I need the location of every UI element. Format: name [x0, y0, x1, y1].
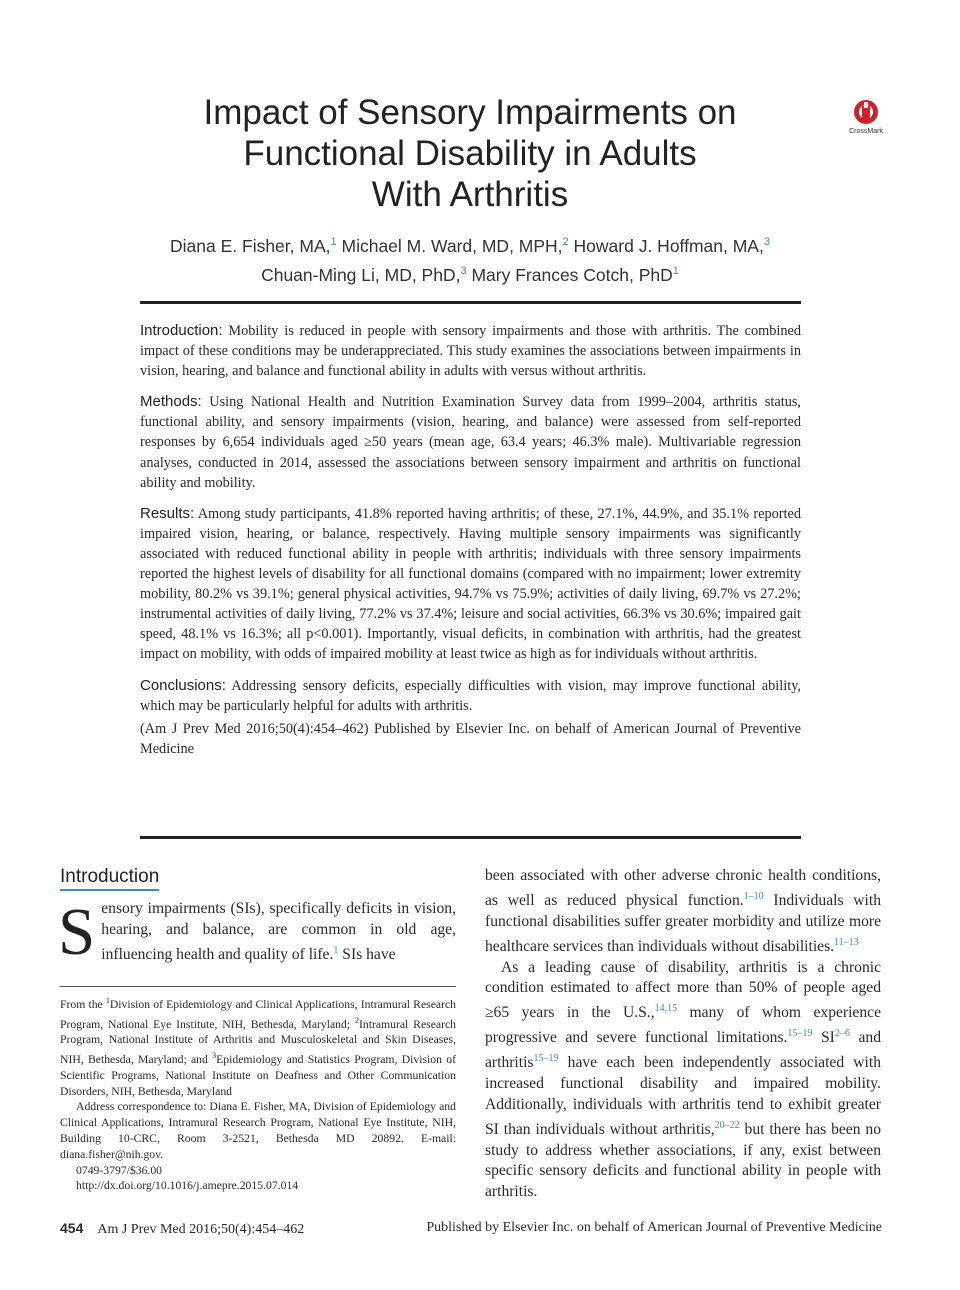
crossmark-icon[interactable]: [846, 98, 886, 138]
text: and arthritis: [485, 1029, 881, 1072]
journal-citation: Am J Prev Med 2016;50(4):454–462: [97, 1222, 305, 1237]
citation-link[interactable]: 15–19: [533, 1053, 559, 1065]
abstract-conclusions-text: Addressing sensory deficits, especially difficulties with vision, may improve functional ability, which may be particularly helpful for adults with arthritis.: [140, 677, 801, 714]
text: been associated with other adverse chronic health conditions, as well as reduced physical function.: [485, 867, 881, 909]
fn-sup: 2: [354, 1015, 359, 1025]
page-number: 454: [60, 1220, 84, 1236]
author[interactable]: Diana E. Fisher, MA,: [170, 235, 331, 256]
citation-link[interactable]: 11–13: [834, 936, 859, 948]
author[interactable]: Michael M. Ward, MD, MPH,: [341, 235, 563, 256]
affiliation-footnote: [60, 986, 456, 1194]
intro-text-tail: SIs have: [338, 945, 396, 963]
author-list: [120, 230, 820, 288]
affiliation-ref: 3: [763, 236, 770, 248]
citation-link[interactable]: 14,15: [654, 1003, 678, 1015]
correspondence-address: Address correspondence to: Diana E. Fisher, MA, Division of Epidemiology and Clinical Applications, Intramural Research Program, National Eye Institute, NIH, Building 10-CRC, Room 3-2521, Bethesda MD 20892. E-mail: diana.fisher@nih.gov.: [60, 1100, 456, 1161]
text: have each been independently associated with increased functional disability and impaired mobility. Additionally, individuals with arthritis tend to exhibit greater SI than individuals without arthritis,: [485, 1054, 881, 1138]
citation-link[interactable]: 15–19: [787, 1028, 813, 1040]
text: many of whom experience progressive and severe functional limitations.: [485, 1004, 881, 1047]
abstract-methods-text: Using National Health and Nutrition Examination Survey data from 1999–2004, arthritis status, functional ability, and sensory impairments (vision, hearing, and balance) were assessed from self-reported responses by 6,654 individuals aged ≥50 years (mean age, 63.4 years; 46.3% male). Multivariable regression analyses, conducted in 2014, assessed the associations between sensory impairment and arthritis on functional ability and mobility.: [140, 394, 801, 491]
abstract-introduction: [140, 321, 801, 381]
abstract-bottom-rule: [140, 836, 801, 839]
right-column: [485, 866, 881, 1203]
left-column: [58, 866, 456, 969]
author[interactable]: Chuan-Ming Li, MD, PhD,: [261, 264, 461, 285]
fn-sup: 3: [212, 1051, 217, 1061]
fn-aff-1: Division of Epidemiology and Clinical Applications, Intramural Research Program, National Eye Institute, NIH, Bethesda, Maryland;: [60, 997, 456, 1031]
abstract-results-text: Among study participants, 41.8% reported having arthritis; of these, 27.1%, 44.9%, and 35.1% reported impaired vision, hearing, or balance, respectively. Having multiple sensory impairments was significantly associated with reduced functional ability in people with arthritis; individuals with three sensory impairments reported the highest levels of disability for all functional domains (compared with no impairment; lower extremity mobility, 80.2% vs 39.1%; general physical activities, 94.7% vs 75.9%; activities of daily living, 69.7% vs 27.2%; instrumental activities of daily living, 77.2% vs 37.4%; leisure and social activities, 66.3% vs 30.6%; impaired gait speed, 48.1% vs 16.3%; all p<0.001). Importantly, visual deficits, in combination with arthritis, had the greatest impact on mobility, with odds of impaired mobility at least twice as high as for individuals without arthritis.: [140, 505, 801, 663]
affiliations: [60, 993, 456, 1099]
citation-link[interactable]: 1: [333, 944, 339, 956]
intro-paragraph: [58, 895, 456, 969]
text: SI: [812, 1029, 835, 1047]
text: but there has been no study to address whether associations, if any, exist between specific sensory deficits and functional ability in people with arthritis.: [485, 1120, 881, 1201]
abstract-conclusions: [140, 676, 801, 716]
footer-left: [60, 1220, 304, 1238]
text: Individuals with functional disabilities suffer greater morbidity and utilize more healthcare services than individuals without disabilities.: [485, 891, 882, 955]
author[interactable]: Howard J. Hoffman, MA,: [573, 235, 764, 256]
affiliation-ref: 1: [330, 236, 337, 248]
right-paragraph-1: [485, 866, 881, 958]
abstract-citation: (Am J Prev Med 2016;50(4):454–462) Published by Elsevier Inc. on behalf of American Journal of Preventive Medicine: [140, 720, 801, 757]
abstract-results: [140, 504, 801, 665]
issn-price: 0749-3797/$36.00: [76, 1163, 163, 1177]
text: As a leading cause of disability, arthritis is a chronic condition estimated to affect more than 50% of people aged ≥65 years in the U.S.,: [485, 958, 881, 1022]
citation-link[interactable]: 1–10: [743, 890, 764, 902]
abstract: [140, 321, 801, 759]
abstract-results-head: Results:: [140, 504, 195, 522]
abstract-introduction-text: Mobility is reduced in people with sensory impairments and those with arthritis. The combined impact of these conditions may be underappreciated. This study examines the associations between impairments in vision, hearing, and balance and functional ability in adults with versus without arthritis.: [140, 323, 802, 380]
affiliation-ref: 1: [672, 264, 679, 277]
abstract-methods: [140, 392, 801, 492]
author[interactable]: Mary Frances Cotch, PhD: [471, 264, 673, 285]
fn-from: From the: [60, 997, 106, 1011]
citation-link[interactable]: 2–6: [834, 1028, 850, 1040]
intro-text: ensory impairments (SIs), specifically deficits in vision, hearing, and balance, are common in old age, influencing health and quality of life.: [101, 900, 456, 963]
citation-link[interactable]: 20–22: [714, 1119, 740, 1131]
title-line-2: Functional Disability in Adults: [243, 134, 697, 173]
fn-sup: 1: [105, 996, 110, 1005]
right-paragraph-2: [485, 958, 881, 1204]
title-line-3: With Arthritis: [371, 175, 569, 214]
fn-aff-3: Epidemiology and Statistics Program, Division of Scientific Programs, National Institute on Deafness and Other Communication Disorders, NIH, Bethesda, Maryland: [60, 1053, 456, 1098]
title-line-1: Impact of Sensory Impairments on: [203, 93, 737, 132]
abstract-conclusions-head: Conclusions:: [140, 676, 226, 694]
doi-link[interactable]: http://dx.doi.org/10.1016/j.amepre.2015.07.014: [76, 1179, 299, 1193]
affiliation-ref: 2: [562, 236, 569, 248]
drop-cap: S: [58, 895, 96, 969]
crossmark-label: CrossMark: [849, 128, 883, 135]
article-title: [120, 92, 820, 215]
publisher-line: Published by Elsevier Inc. on behalf of American Journal of Preventive Medicine: [426, 1220, 882, 1235]
abstract-introduction-head: Introduction:: [140, 322, 223, 339]
footnote-rule: [60, 986, 456, 987]
abstract-top-rule: [140, 301, 801, 304]
fn-aff-2: Intramural Research Program, National Institute of Arthritis and Musculoskeletal and Skin Diseases, NIH, Bethesda, Maryland; and: [60, 1017, 456, 1067]
section-heading-introduction: Introduction: [60, 866, 159, 891]
page-footer: [60, 1220, 882, 1242]
abstract-methods-head: Methods:: [140, 393, 202, 411]
affiliation-ref: 3: [460, 264, 467, 277]
